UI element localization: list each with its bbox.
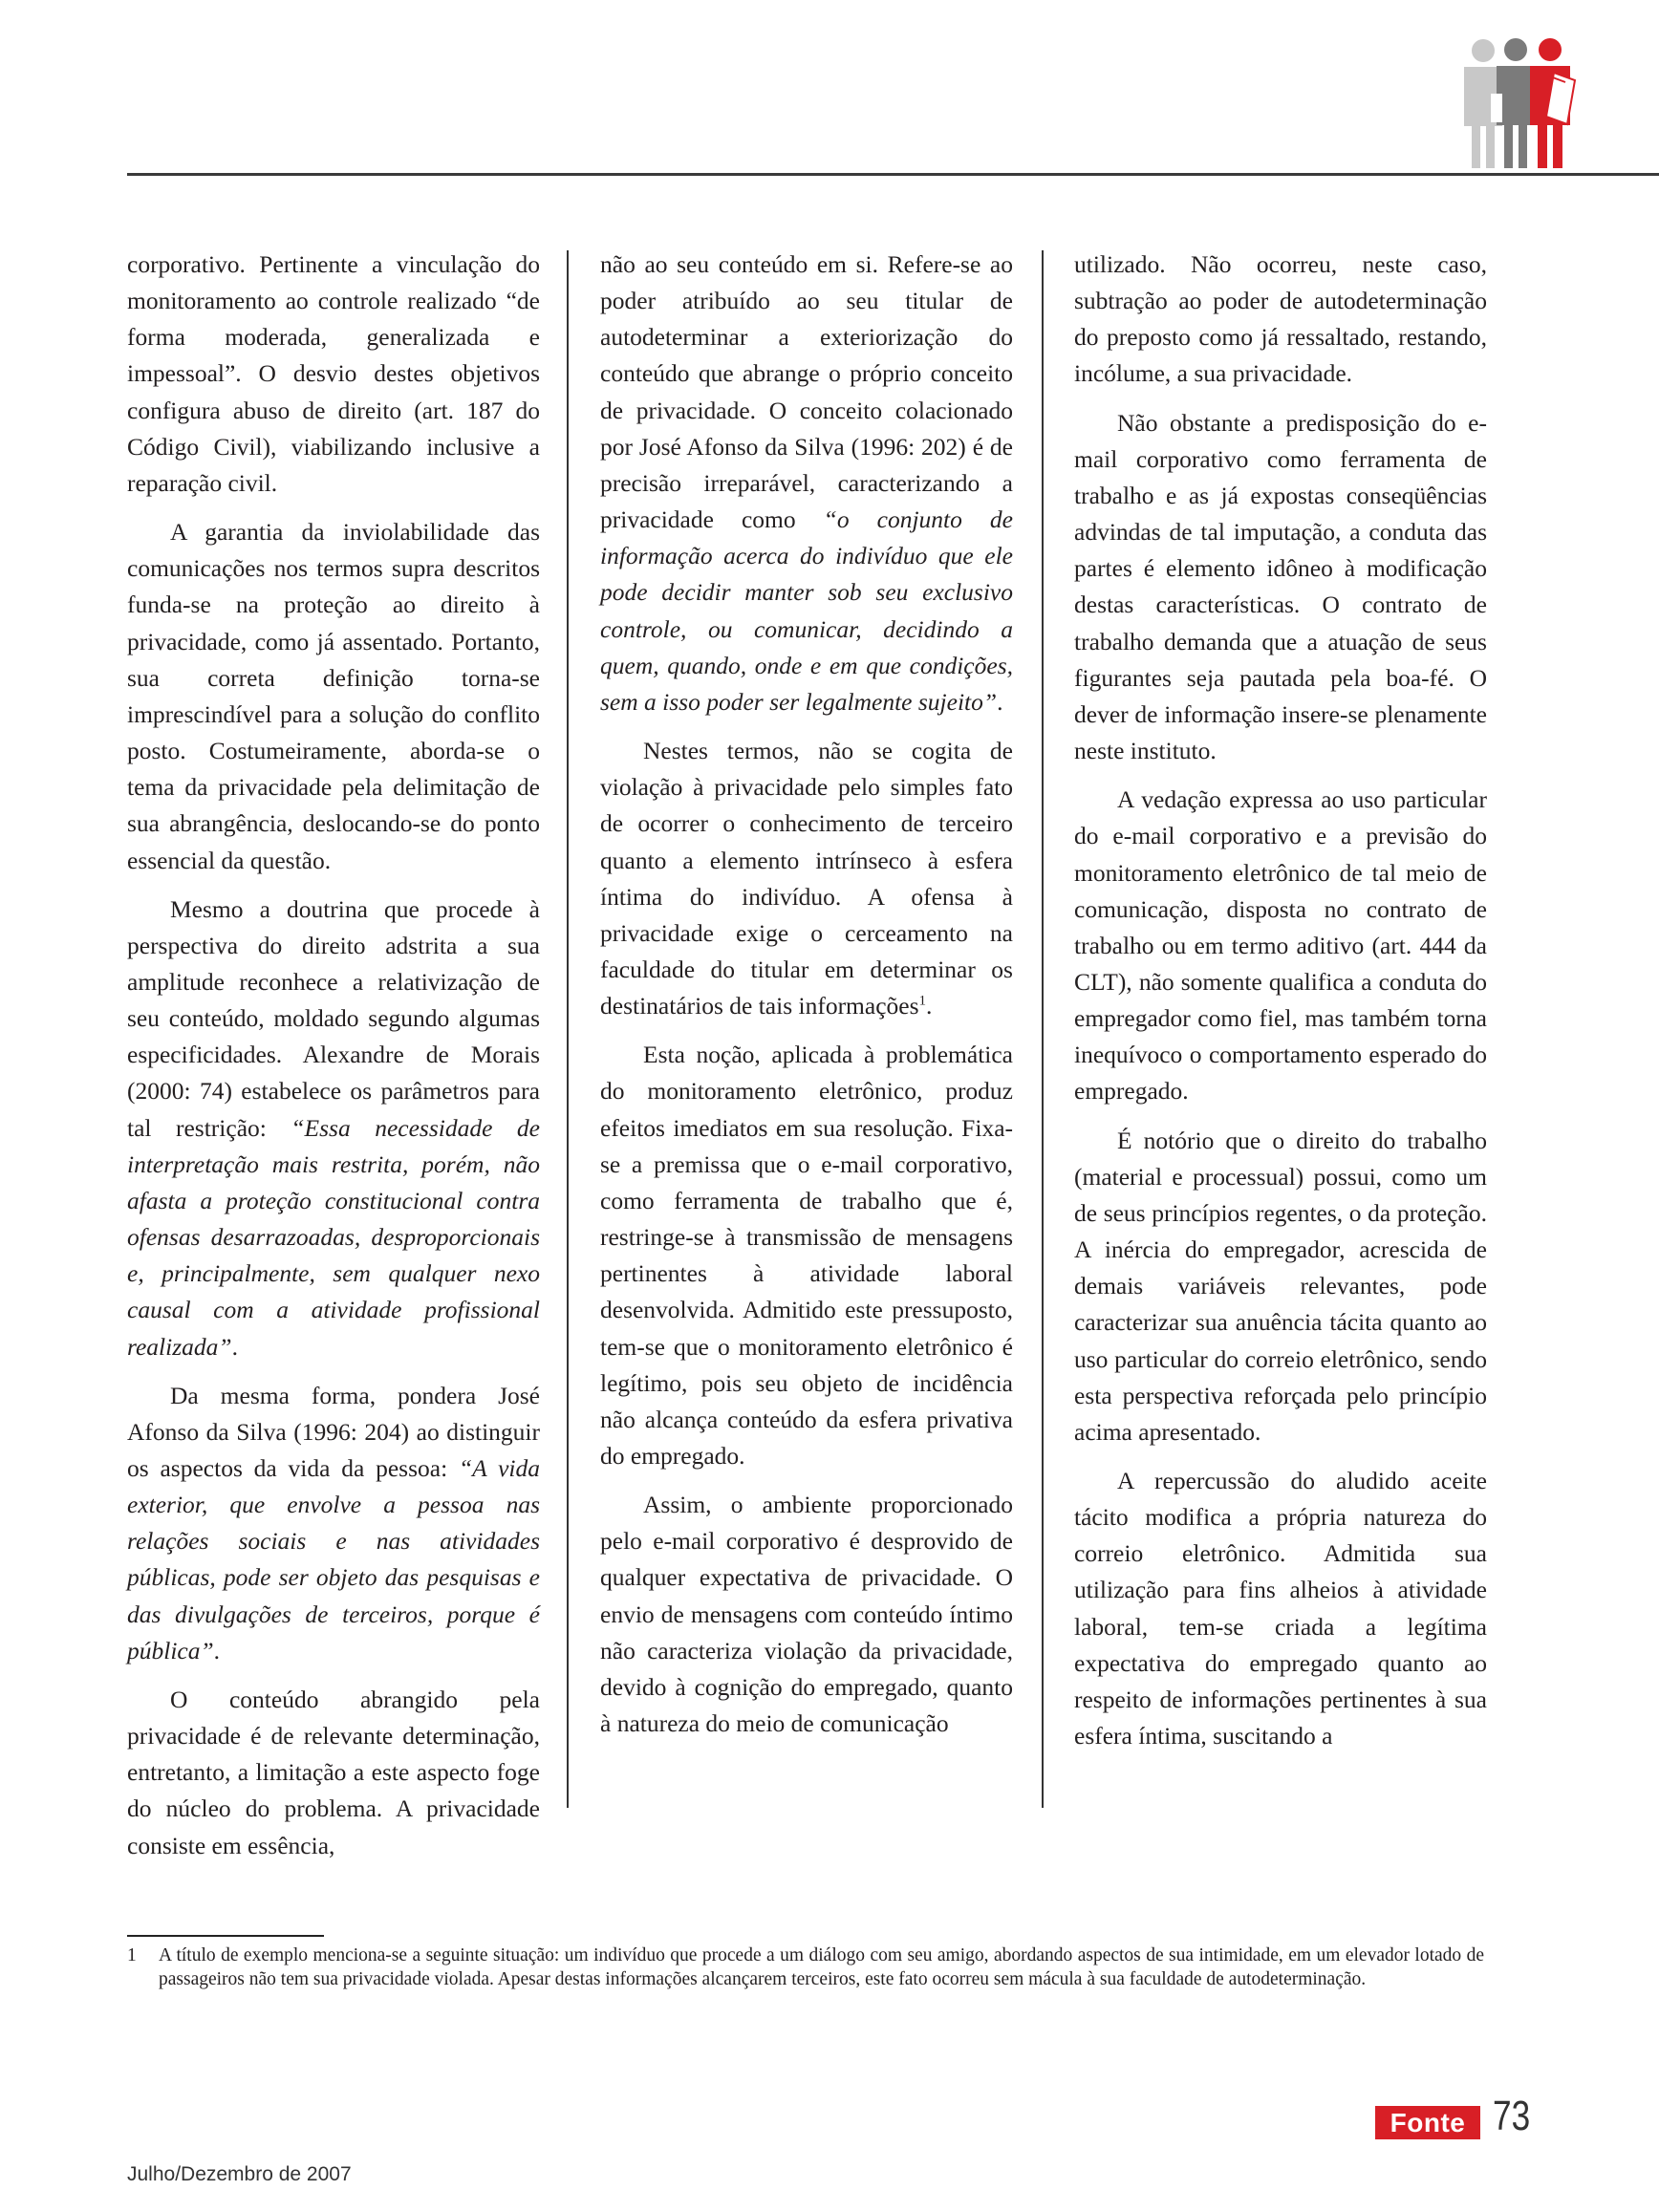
paragraph: A vedação expressa ao uso particular do e-mail corporativo e a previsão do monitoramento eletrônico de tal meio de comunicação, disposta no contrato de trabalho ou em termo aditivo (art. 444 da CLT), não somente qualifica a conduta do empregador como fiel, mas também torna inequívoco o comportamento esperado do empregado. bbox=[1074, 785, 1487, 1106]
paragraph: O conteúdo abrangido pela privacidade é de relevante determinação, entretanto, a limitação a este aspecto foge do núcleo do problema. A privacidade consiste em essência, bbox=[127, 1685, 540, 1859]
quotation: “Essa necessidade de interpretação mais restrita, porém, não afasta a proteção constitucional contra ofensas desarrazoadas, desproporcionais e, principalmente, sem qualquer nexo causal com a atividade profissional realizada” bbox=[127, 1113, 540, 1361]
journal-logo: Fonte bbox=[1375, 2106, 1480, 2139]
page-number: 73 bbox=[1493, 2093, 1531, 2139]
footnote-reference: 1 bbox=[918, 993, 927, 1009]
three-figures-icon bbox=[1451, 38, 1586, 168]
paragraph: Nestes termos, não se cogita de violação à privacidade pelo simples fato de ocorrer o conhecimento de terceiro quanto a elemento intrínseco à esfera íntima do indivíduo. A ofensa à privacidade exige o cerceamento na faculdade do titular em determinar os destinatários de tais informações$^1$. bbox=[600, 737, 1013, 1020]
issue-date: Julho/Dezembro de 2007 bbox=[127, 2163, 352, 2185]
quotation: “A vida exterior, que envolve a pessoa nas relações sociais e nas atividades públicas, pode ser objeto das pesquisas e das divulgações de terceiros, porque é pública” bbox=[127, 1454, 541, 1664]
paragraph: corporativo. Pertinente a vinculação do monitoramento ao controle realizado “de forma moderada, generalizada e impessoal”. O desvio destes objetivos configura abuso de direito (art. 187 do Código Civil), viabilizando inclusive a reparação civil. bbox=[127, 250, 540, 497]
footnote-text: A título de exemplo menciona-se a seguinte situação: um indivíduo que procede a um diálogo com seu amigo, abordando aspectos de sua intimidade, em um elevador lotado de passageiros não tem sua privacidade violada. Apesar destas informações alcançarem terceiros, este fato ocorreu sem mácula à sua faculdade de autodeterminação. bbox=[159, 1945, 1484, 1989]
footnote bbox=[127, 1944, 1484, 1991]
quotation: “o conjunto de informação acerca do indivíduo que ele pode decidir manter sob seu exclusivo controle, ou comunicar, decidindo a quem, quando, onde e em que condições, sem a isso poder ser legalmente sujeito” bbox=[600, 505, 1013, 716]
paragraph: Não obstante a predisposição do e-mail corporativo como ferramenta de trabalho e as já expostas conseqüências advindas de tal imputação, a conduta das partes é elemento idôneo à modificação destas características. O contrato de trabalho demanda que a atuação de seus figurantes seja pautada pela boa-fé. O dever de informação insere-se plenamente neste instituto. bbox=[1074, 408, 1487, 765]
article-column-2 bbox=[600, 247, 1013, 1742]
footnote-number: 1 bbox=[127, 1945, 137, 1965]
paragraph: Da mesma forma, pondera José Afonso da Silva (1996: 204) ao distinguir os aspectos da vida da pessoa: “A vida exterior, que envolve a pessoa nas relações sociais e nas atividades públicas, pode ser objeto das pesquisas e das divulgações de terceiros, porque é pública”. bbox=[127, 1381, 541, 1664]
column-divider bbox=[1042, 250, 1044, 1808]
paragraph: Mesmo a doutrina que procede à perspectiva do direito adstrita a sua amplitude reconhece a relativização de seu conteúdo, moldado segundo algumas especificidades. Alexandre de Morais (2000: 74) estabelece os parâmetros para tal restrição: “Essa necessidade de interpretação mais restrita, porém, não afasta a proteção constitucional contra ofensas desarrazoadas, desproporcionais e, principalmente, sem qualquer nexo causal com a atividade profissional realizada”. bbox=[127, 894, 540, 1361]
paragraph: A repercussão do aludido aceite tácito modifica a própria natureza do correio eletrônico. Admitida sua utilização para fins alheios à atividade laboral, tem-se criada a legítima expectativa do empregado quanto ao respeito de informações pertinentes à sua esfera íntima, suscitando a bbox=[1074, 1467, 1487, 1750]
footnote-rule bbox=[127, 1935, 324, 1937]
article-column-1 bbox=[127, 247, 540, 1864]
paragraph: utilizado. Não ocorreu, neste caso, subtração ao poder de autodeterminação do preposto como já ressaltado, restando, incólume, a sua privacidade. bbox=[1074, 250, 1487, 388]
article-column-3 bbox=[1074, 247, 1487, 1754]
paragraph: Esta noção, aplicada à problemática do monitoramento eletrônico, produz efeitos imediatos em sua resolução. Fixa-se a premissa que o e-mail corporativo, como ferramenta de trabalho que é, restringe-se à transmissão de mensagens pertinentes à atividade laboral desenvolvida. Admitido este pressuposto, tem-se que o monitoramento eletrônico é legítimo, pois seu objeto de incidência não alcança conteúdo da esfera privativa do empregado. bbox=[600, 1041, 1013, 1470]
paragraph: A garantia da inviolabilidade das comunicações nos termos supra descritos funda-se na proteção ao direito à privacidade, como já assentado. Portanto, sua correta definição torna-se imprescindível para a solução do conflito posto. Costumeiramente, aborda-se o tema da privacidade pela delimitação de sua abrangência, deslocando-se do ponto essencial da questão. bbox=[127, 518, 540, 874]
paragraph: Assim, o ambiente proporcionado pelo e-mail corporativo é desprovido de qualquer expectativa de privacidade. O envio de mensagens com conteúdo íntimo não caracteriza violação da privacidade, devido à cognição do empregado, quanto à natureza do meio de comunicação bbox=[600, 1491, 1013, 1738]
column-divider bbox=[567, 250, 569, 1808]
paragraph: não ao seu conteúdo em si. Refere-se ao poder atribuído ao seu titular de autodeterminar a exteriorização do conteúdo que abrange o próprio conceito de privacidade. O conceito colacionado por José Afonso da Silva (1996: 202) é de precisão irreparável, caracterizando a privacidade como “o conjunto de informação acerca do indivíduo que ele pode decidir manter sob seu exclusivo controle, ou comunicar, decidindo a quem, quando, onde e em que condições, sem a isso poder ser legalmente sujeito”. bbox=[600, 250, 1013, 716]
paragraph: É notório que o direito do trabalho (material e processual) possui, como um de seus princípios regentes, o da proteção. A inércia do empregador, acrescida de demais variáveis relevantes, pode caracterizar sua anuência tácita quanto ao uso particular do correio eletrônico, sendo esta perspectiva reforçada pelo princípio acima apresentado. bbox=[1074, 1126, 1487, 1446]
header-rule bbox=[127, 173, 1659, 176]
